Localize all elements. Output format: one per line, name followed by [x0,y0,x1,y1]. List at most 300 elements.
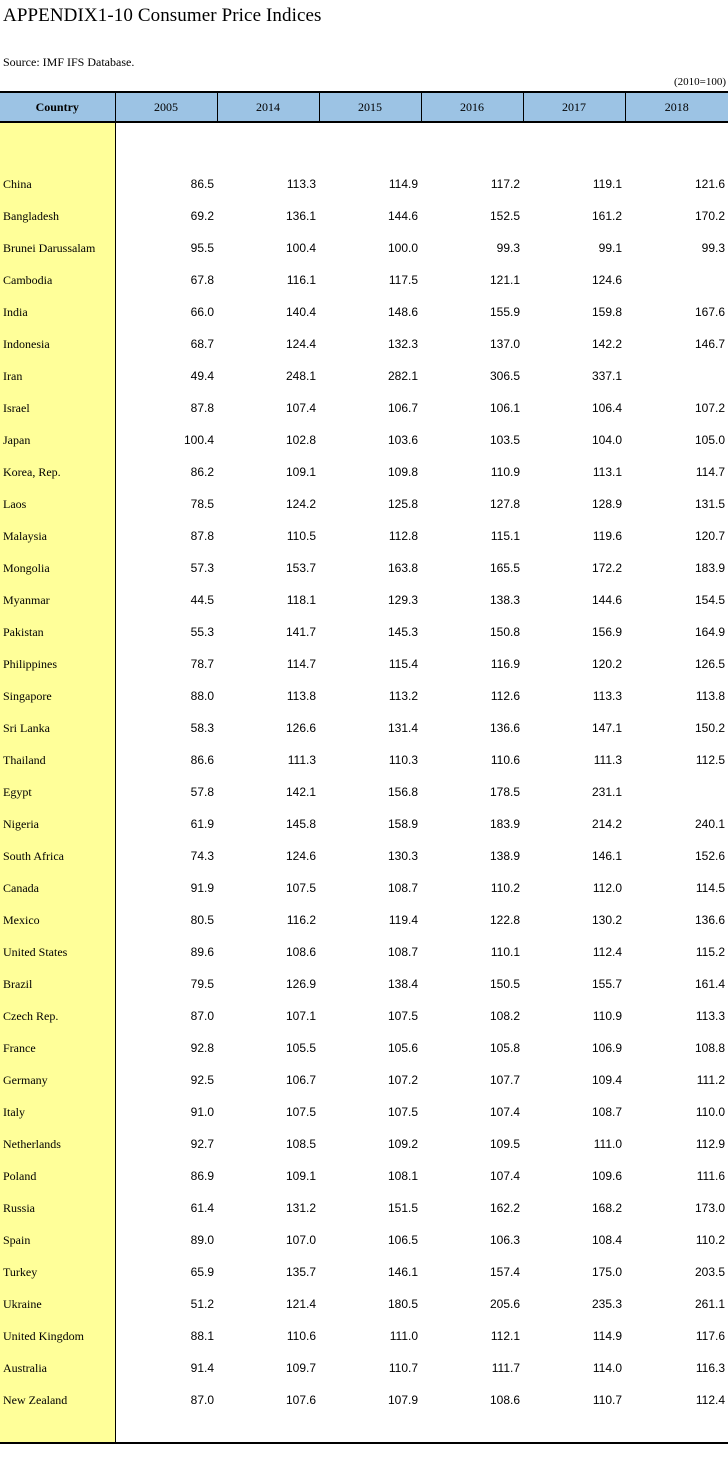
value-cell: 66.0 [190,305,214,319]
country-cell: South Africa [0,840,115,872]
header-country: Country [0,92,115,122]
value-cell: 107.5 [387,1105,418,1119]
table-row [0,296,728,328]
value-cell: 109.6 [591,1169,622,1183]
value-cell: 203.5 [694,1265,725,1279]
value-cell: 136.6 [489,721,520,735]
value-cell: 89.0 [190,1233,214,1247]
value-cell: 74.3 [190,849,214,863]
value-cell: 108.6 [285,945,316,959]
table-row [0,1256,728,1288]
table-row [0,328,728,360]
value-cell: 105.8 [489,1041,520,1055]
value-cell: 95.5 [190,241,214,255]
value-cell: 146.1 [387,1265,418,1279]
value-cell: 88.0 [190,689,214,703]
table-row [0,1320,728,1352]
value-cell: 110.9 [592,1009,622,1023]
value-cell: 110.6 [490,753,520,767]
value-cell: 108.1 [387,1169,418,1183]
country-cell: Germany [0,1064,115,1096]
value-cell: 150.8 [489,625,520,639]
value-cell: 178.5 [489,785,520,799]
value-cell: 306.5 [489,369,520,383]
value-cell: 105.0 [694,433,725,447]
value-cell: 155.7 [591,977,622,991]
header-year: 2016 [421,92,523,122]
value-cell: 114.5 [695,881,725,895]
value-cell: 89.6 [190,945,214,959]
value-cell: 61.4 [190,1201,214,1215]
value-cell: 78.7 [190,657,214,671]
value-cell: 132.3 [387,337,418,351]
table-row [0,1096,728,1128]
value-cell: 180.5 [387,1297,418,1311]
value-cell: 92.5 [190,1073,214,1087]
value-cell: 110.7 [592,1393,622,1407]
value-cell: 156.8 [387,785,418,799]
table-row [0,744,728,776]
table-row [0,360,728,392]
value-cell: 114.9 [388,177,418,191]
table-row [0,776,728,808]
table-row [0,1032,728,1064]
value-cell: 167.6 [694,305,725,319]
value-cell: 131.5 [694,497,725,511]
table-row [0,392,728,424]
value-cell: 152.6 [694,849,725,863]
country-cell: Poland [0,1160,115,1192]
value-cell: 151.5 [387,1201,418,1215]
value-cell: 65.9 [190,1265,214,1279]
value-cell: 106.9 [591,1041,622,1055]
value-cell: 110.5 [286,529,316,543]
country-cell: Malaysia [0,520,115,552]
value-cell: 116.1 [286,273,316,287]
value-cell: 130.3 [387,849,418,863]
value-cell: 155.9 [489,305,520,319]
value-cell: 67.8 [190,273,214,287]
value-cell: 113.2 [388,689,418,703]
table-row [0,680,728,712]
value-cell: 337.1 [591,369,622,383]
value-cell: 168.2 [591,1201,622,1215]
value-cell: 111.0 [593,1137,622,1151]
value-cell: 100.0 [387,241,418,255]
table-row [0,648,728,680]
value-cell: 99.3 [496,241,520,255]
table-row [0,872,728,904]
value-cell: 116.9 [490,657,520,671]
value-cell: 128.9 [591,497,622,511]
value-cell: 175.0 [591,1265,622,1279]
value-cell: 108.7 [387,881,418,895]
value-cell: 127.8 [489,497,520,511]
value-cell: 115.1 [490,529,520,543]
country-cell: Netherlands [0,1128,115,1160]
value-cell: 87.0 [190,1393,214,1407]
value-cell: 124.6 [591,273,622,287]
table-row [0,552,728,584]
value-cell: 115.2 [695,945,725,959]
country-cell: Egypt [0,776,115,808]
value-cell [625,360,728,392]
value-cell: 161.4 [694,977,725,991]
value-cell: 110.2 [490,881,520,895]
country-cell: Myanmar [0,584,115,616]
header-year: 2015 [319,92,421,122]
value-cell: 261.1 [694,1297,725,1311]
value-cell: 99.1 [598,241,622,255]
country-cell: Philippines [0,648,115,680]
country-cell: Cambodia [0,264,115,296]
value-cell: 120.2 [591,657,622,671]
value-cell: 145.3 [387,625,418,639]
value-cell: 100.4 [285,241,316,255]
value-cell: 183.9 [489,817,520,831]
value-cell: 148.6 [387,305,418,319]
value-cell: 79.5 [190,977,214,991]
value-cell: 57.3 [190,561,214,575]
country-cell: Korea, Rep. [0,456,115,488]
country-cell: United Kingdom [0,1320,115,1352]
country-cell: New Zealand [0,1384,115,1416]
value-cell: 124.4 [285,337,316,351]
value-cell: 150.2 [694,721,725,735]
value-cell: 112.6 [490,689,520,703]
value-cell: 86.6 [190,753,214,767]
value-cell: 146.1 [591,849,622,863]
table-row [0,1192,728,1224]
country-cell: Spain [0,1224,115,1256]
value-cell: 126.5 [694,657,725,671]
value-cell: 108.2 [489,1009,520,1023]
value-cell: 110.9 [490,465,520,479]
value-cell: 109.8 [387,465,418,479]
value-cell: 113.8 [695,689,725,703]
header-year: 2005 [115,92,217,122]
table-row [0,1288,728,1320]
country-cell: Turkey [0,1256,115,1288]
value-cell: 88.1 [190,1329,214,1343]
value-cell: 110.7 [388,1361,418,1375]
value-cell: 130.2 [591,913,622,927]
value-cell: 104.0 [591,433,622,447]
value-cell: 170.2 [694,209,725,223]
value-cell: 107.4 [489,1105,520,1119]
country-cell: Brazil [0,968,115,1000]
country-cell: Laos [0,488,115,520]
value-cell: 86.2 [190,465,214,479]
value-cell: 124.2 [285,497,316,511]
source-note: Source: IMF IFS Database. [3,55,135,69]
value-cell: 108.4 [591,1233,622,1247]
value-cell: 117.2 [490,177,520,191]
value-cell: 107.4 [489,1169,520,1183]
value-cell: 240.1 [694,817,725,831]
value-cell: 124.6 [285,849,316,863]
value-cell: 109.1 [285,1169,316,1183]
country-cell: Iran [0,360,115,392]
value-cell: 282.1 [387,369,418,383]
table-row [0,520,728,552]
value-cell: 105.5 [285,1041,316,1055]
value-cell: 117.5 [388,273,418,287]
country-cell: Mexico [0,904,115,936]
value-cell: 109.7 [285,1361,316,1375]
value-cell [625,776,728,808]
country-cell: Canada [0,872,115,904]
value-cell: 147.1 [591,721,622,735]
value-cell: 183.9 [694,561,725,575]
value-cell: 87.8 [190,529,214,543]
value-cell: 235.3 [591,1297,622,1311]
value-cell: 107.2 [387,1073,418,1087]
value-cell: 126.9 [285,977,316,991]
table-row [0,1128,728,1160]
value-cell: 106.1 [489,401,520,415]
value-cell: 87.8 [190,401,214,415]
value-cell: 138.4 [387,977,418,991]
value-cell: 92.7 [190,1137,214,1151]
value-cell: 150.5 [489,977,520,991]
table-row [0,840,728,872]
table-row [0,936,728,968]
table-row [0,584,728,616]
value-cell: 120.7 [694,529,725,543]
value-cell: 111.0 [389,1329,418,1343]
value-cell: 106.7 [387,401,418,415]
value-cell: 108.5 [285,1137,316,1151]
value-cell: 107.5 [285,1105,316,1119]
value-cell: 108.7 [591,1105,622,1119]
value-cell: 144.6 [387,209,418,223]
header-year: 2014 [217,92,319,122]
table-row [0,1064,728,1096]
value-cell: 110.0 [695,1105,725,1119]
value-cell: 91.9 [190,881,214,895]
value-cell: 113.1 [592,465,622,479]
value-cell: 112.5 [695,753,725,767]
value-cell: 44.5 [190,593,214,607]
header-year: 2017 [523,92,625,122]
value-cell: 231.1 [591,785,622,799]
value-cell: 113.3 [286,177,316,191]
table-row [0,264,728,296]
value-cell: 140.4 [285,305,316,319]
value-cell: 110.1 [490,945,520,959]
country-cell: Russia [0,1192,115,1224]
value-cell: 105.6 [387,1041,418,1055]
value-cell: 154.5 [694,593,725,607]
value-cell: 117.6 [695,1329,725,1343]
table-row [0,200,728,232]
country-cell: India [0,296,115,328]
country-cell: Czech Rep. [0,1000,115,1032]
table-row [0,1000,728,1032]
table-row [0,808,728,840]
country-cell: Brunei Darussalam [0,232,115,264]
value-cell: 107.1 [285,1009,316,1023]
value-cell: 107.6 [285,1393,316,1407]
country-cell: Mongolia [0,552,115,584]
value-cell: 118.1 [286,593,316,607]
value-cell: 91.0 [190,1105,214,1119]
value-cell: 114.7 [695,465,725,479]
value-cell: 129.3 [387,593,418,607]
table-row [0,424,728,456]
value-cell: 248.1 [285,369,316,383]
value-cell: 114.9 [592,1329,622,1343]
country-cell: Italy [0,1096,115,1128]
value-cell: 106.7 [285,1073,316,1087]
table-row [0,488,728,520]
value-cell: 158.9 [387,817,418,831]
value-cell: 142.2 [591,337,622,351]
value-cell: 111.7 [491,1361,520,1375]
value-cell: 58.3 [190,721,214,735]
value-cell: 106.4 [591,401,622,415]
country-cell: Sri Lanka [0,712,115,744]
value-cell: 113.3 [695,1009,725,1023]
value-cell: 109.4 [591,1073,622,1087]
value-cell: 107.4 [285,401,316,415]
spacer-row [0,1416,728,1443]
value-cell: 78.5 [190,497,214,511]
value-cell: 122.8 [489,913,520,927]
country-cell: China [0,168,115,200]
country-cell: Bangladesh [0,200,115,232]
value-cell: 112.0 [592,881,622,895]
table-row [0,1160,728,1192]
value-cell: 51.2 [190,1297,214,1311]
value-cell: 141.7 [285,625,316,639]
country-cell: Japan [0,424,115,456]
value-cell: 91.4 [190,1361,214,1375]
country-cell: United States [0,936,115,968]
value-cell: 125.8 [387,497,418,511]
table-row [0,1384,728,1416]
value-cell: 103.5 [489,433,520,447]
value-cell: 61.9 [190,817,214,831]
value-cell: 138.9 [489,849,520,863]
value-cell: 131.2 [285,1201,316,1215]
value-cell: 131.4 [387,721,418,735]
value-cell: 142.1 [285,785,316,799]
value-cell: 112.1 [490,1329,520,1343]
value-cell: 55.3 [190,625,214,639]
value-cell: 107.7 [489,1073,520,1087]
country-cell: Indonesia [0,328,115,360]
value-cell: 87.0 [190,1009,214,1023]
value-cell: 152.5 [489,209,520,223]
value-cell: 110.6 [286,1329,316,1343]
value-cell: 99.3 [701,241,725,255]
table-row [0,712,728,744]
value-cell: 68.7 [190,337,214,351]
value-cell: 112.4 [592,945,622,959]
value-cell: 162.2 [489,1201,520,1215]
value-cell: 153.7 [285,561,316,575]
value-cell: 108.7 [387,945,418,959]
value-cell: 107.0 [285,1233,316,1247]
country-cell: Ukraine [0,1288,115,1320]
value-cell: 103.6 [387,433,418,447]
header-year: 2018 [625,92,728,122]
value-cell: 138.3 [489,593,520,607]
value-cell: 57.8 [190,785,214,799]
value-cell: 113.3 [592,689,622,703]
value-cell: 214.2 [591,817,622,831]
value-cell: 135.7 [285,1265,316,1279]
value-cell: 145.8 [285,817,316,831]
value-cell: 86.9 [190,1169,214,1183]
value-cell: 119.1 [592,177,622,191]
value-cell: 136.1 [285,209,316,223]
value-cell: 173.0 [694,1201,725,1215]
value-cell: 115.4 [388,657,418,671]
table-row [0,616,728,648]
value-cell: 121.4 [285,1297,316,1311]
value-cell: 108.8 [694,1041,725,1055]
value-cell: 92.8 [190,1041,214,1055]
country-cell: Singapore [0,680,115,712]
value-cell: 113.8 [286,689,316,703]
page-title: APPENDIX1-10 Consumer Price Indices [3,5,322,26]
value-cell: 86.5 [190,177,214,191]
value-cell: 100.4 [183,433,214,447]
country-cell: France [0,1032,115,1064]
value-cell: 119.6 [592,529,622,543]
header-row [0,92,728,122]
unit-note: (2010=100) [673,76,726,88]
country-cell: Israel [0,392,115,424]
table-row [0,168,728,200]
value-cell: 163.8 [387,561,418,575]
table-row [0,1224,728,1256]
table-row [0,968,728,1000]
value-cell: 109.5 [489,1137,520,1151]
country-cell: Australia [0,1352,115,1384]
value-cell: 106.3 [489,1233,520,1247]
value-cell: 164.9 [694,625,725,639]
value-cell: 137.0 [489,337,520,351]
value-cell: 114.7 [286,657,316,671]
value-cell: 111.6 [696,1169,725,1183]
value-cell: 144.6 [591,593,622,607]
value-cell: 172.2 [591,561,622,575]
value-cell: 165.5 [489,561,520,575]
value-cell: 49.4 [190,369,214,383]
value-cell: 112.4 [695,1393,725,1407]
value-cell [625,264,728,296]
value-cell: 146.7 [694,337,725,351]
value-cell: 116.3 [695,1361,725,1375]
value-cell: 109.2 [387,1137,418,1151]
value-cell: 156.9 [591,625,622,639]
value-cell: 107.5 [285,881,316,895]
value-cell: 110.3 [388,753,418,767]
value-cell: 110.2 [695,1233,725,1247]
spacer-row [0,122,728,168]
value-cell: 116.2 [286,913,316,927]
value-cell: 111.2 [696,1073,725,1087]
country-cell: Nigeria [0,808,115,840]
value-cell: 136.6 [694,913,725,927]
value-cell: 205.6 [489,1297,520,1311]
value-cell: 102.8 [285,433,316,447]
table-row [0,456,728,488]
